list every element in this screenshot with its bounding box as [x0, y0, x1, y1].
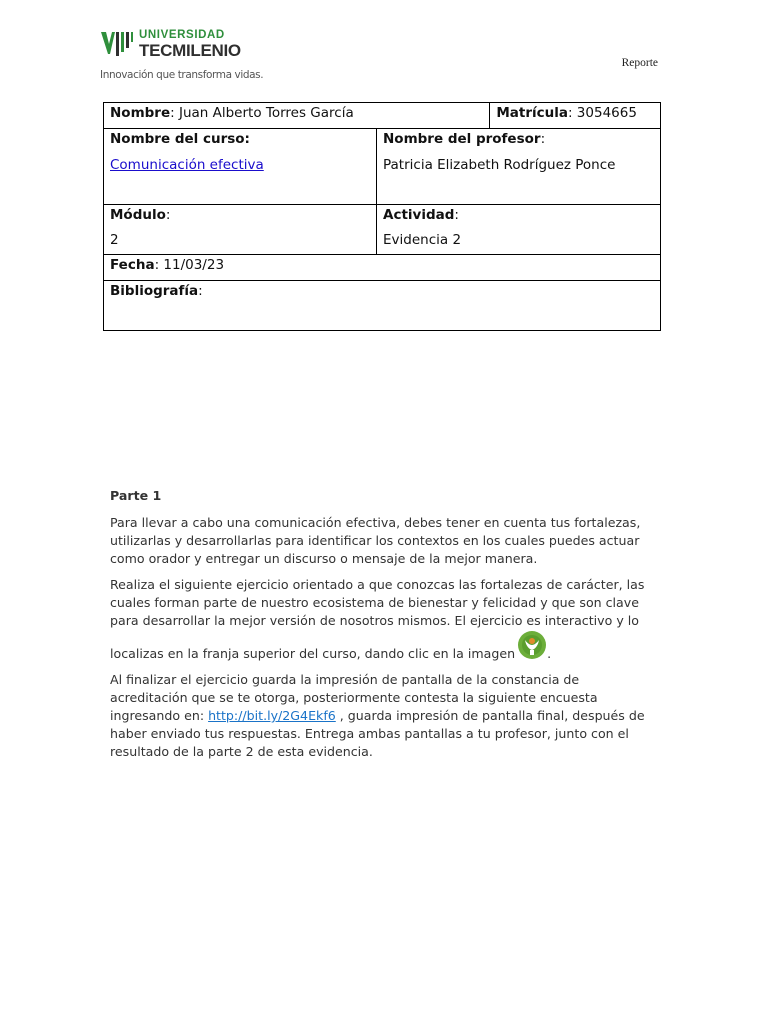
profesor-cell	[377, 129, 661, 205]
paragraph-3-end: , guarda impresión de pantalla final, después de haber enviado tus respuestas. Entrega ambas pantallas a tu profesor, junto con el resultado de la parte 2 de esta evidencia.	[110, 708, 645, 759]
curso-cell	[104, 129, 377, 205]
curso-link[interactable]: Comunicación efectiva	[110, 157, 264, 173]
report-label: Reporte	[621, 57, 658, 69]
modulo-colon: :	[165, 207, 171, 223]
profesor-value: Patricia Elizabeth Rodríguez Ponce	[383, 157, 616, 173]
info-table	[103, 102, 661, 331]
modulo-value: 2	[110, 232, 119, 248]
table-row	[104, 129, 661, 205]
actividad-label: Actividad	[383, 207, 455, 223]
nombre-label: Nombre	[110, 105, 171, 121]
bibliografia-label: Bibliografía	[110, 283, 199, 299]
paragraph-1: Para llevar a cabo una comunicación efectiva, debes tener en cuenta tus fortalezas, utilizarlas y desarrollarlas para identificar los contextos en los cuales puedes actuar como orador y entregar un discurso o mensaje de la mejor manera.	[110, 515, 641, 566]
profesor-label: Nombre del profesor	[383, 131, 541, 147]
content-section	[110, 487, 660, 769]
wellbeing-icon[interactable]	[517, 630, 547, 660]
table-row	[104, 205, 661, 255]
paragraph-2-end: .	[547, 646, 552, 661]
actividad-colon: :	[454, 207, 459, 223]
logo-university-text: UNIVERSIDAD	[139, 29, 225, 41]
nombre-cell	[104, 103, 490, 129]
paragraph-3-start: Al finalizar el ejercicio guarda la impresión de pantalla de la constancia de acreditación que se te otorga, posteriormente contesta la siguiente encuesta ingresando en:	[110, 672, 598, 723]
fecha-cell	[104, 255, 661, 281]
profesor-colon: :	[540, 131, 546, 147]
curso-label: Nombre del curso:	[110, 131, 250, 147]
nombre-value: : Juan Alberto Torres García	[170, 105, 354, 121]
table-row	[104, 281, 661, 331]
logo-slogan: Innovación que transforma vidas.	[100, 69, 264, 81]
paragraph-3	[110, 671, 660, 761]
logo-name-text: TECMILENIO	[139, 41, 241, 60]
actividad-cell	[377, 205, 661, 255]
matricula-cell	[490, 103, 661, 129]
paragraph-2	[110, 576, 660, 663]
survey-link[interactable]: http://bit.ly/2G4Ekf6	[208, 708, 336, 723]
modulo-label: Módulo	[110, 207, 166, 223]
actividad-value: Evidencia 2	[383, 232, 462, 248]
fecha-value: : 11/03/23	[154, 257, 225, 273]
bibliografia-cell	[104, 281, 661, 331]
matricula-label: Matrícula	[496, 105, 568, 121]
fecha-label: Fecha	[110, 257, 155, 273]
tecmilenio-logo-icon	[100, 30, 134, 58]
matricula-value: : 3054665	[567, 105, 637, 121]
modulo-cell	[104, 205, 377, 255]
paragraph-2-text: Realiza el siguiente ejercicio orientado a que conozcas las fortalezas de carácter, las cuales forman parte de nuestro ecosistema de bienestar y felicidad y que son clave para desarrollar la mejor versión de nosotros mismos. El ejercicio es interactivo y lo localizas en la franja superior del curso, dando clic en la imagen	[110, 577, 645, 661]
tecmilenio-logo	[100, 28, 300, 88]
bibliografia-colon: :	[198, 283, 203, 299]
table-row	[104, 103, 661, 129]
section-heading: Parte 1	[110, 488, 162, 503]
table-row	[104, 255, 661, 281]
